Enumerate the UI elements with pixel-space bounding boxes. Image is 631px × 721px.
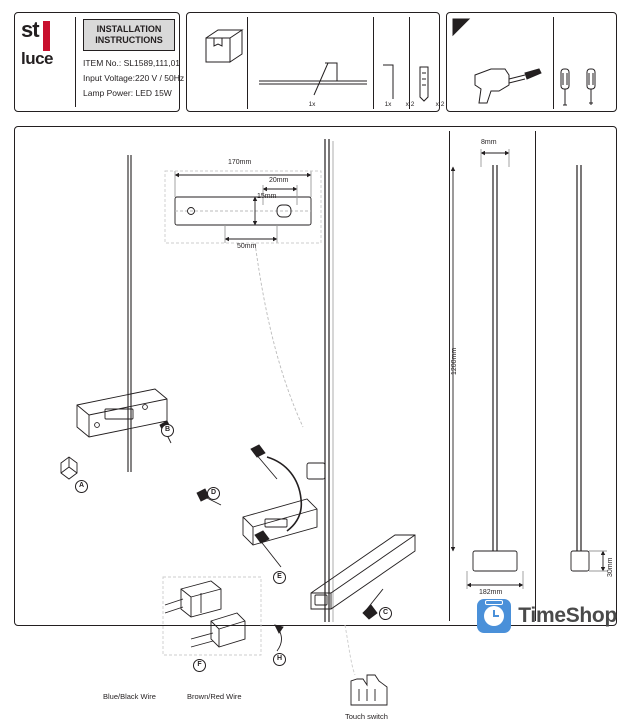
part-qty-wall-plug: x 2 [405,101,415,108]
clock-icon-tab [485,600,503,605]
instructions-line-2: INSTRUCTIONS [95,35,163,45]
touch-switch-label: Touch switch [345,712,388,721]
header-parts-box [186,12,445,112]
callout-c: C [379,607,392,620]
dim-lamp-depth: 8mm [481,139,497,146]
brand-logo [21,19,69,71]
dim-lamp-length: 1200mm [451,347,458,375]
spec-input-voltage: Input Voltage:220 V / 50Hz [83,73,185,83]
callout-e: E [273,571,286,584]
installation-instructions-title [83,19,175,51]
dim-base-height: 30mm [607,557,614,577]
spec-item-no: ITEM No.: SL1589,111,01 [83,58,181,68]
clock-icon-face [484,606,504,626]
logo-divider [75,17,76,107]
header [14,12,617,112]
part-qty-lamp: 1x [308,101,316,108]
part-qty-screw: x 2 [435,101,445,108]
callout-a: A [75,480,88,493]
dim-bracket-width: 170mm [228,159,252,166]
clock-icon [477,599,511,633]
part-qty-allen-key: 1x [384,101,392,108]
callout-f: F [193,659,206,672]
wire-label-blue-black: Blue/Black Wire [103,692,156,701]
main-diagram-frame [14,126,617,721]
dim-base-width: 182mm [479,589,503,596]
dim-bracket-height: 15mm [257,193,277,200]
parts-illustrations [187,13,441,113]
wire-label-brown-red: Brown/Red Wire [187,692,242,701]
instructions-line-1: INSTALLATION [96,24,162,34]
assembly-illustration [15,127,618,627]
spec-lamp-power: Lamp Power: LED 15W [83,88,172,98]
callout-b: B [161,424,174,437]
brand-logo-st: st [21,17,39,42]
header-tools-box [446,12,617,112]
watermark-text: TimeShop [518,604,617,627]
callout-h: H [273,653,286,666]
dim-bracket-gap: 20mm [269,177,289,184]
callout-d: D [207,487,220,500]
parts-divider-2 [373,17,374,109]
header-logo-box [14,12,185,112]
watermark [477,596,617,636]
brand-logo-accent-bar [43,21,50,51]
tools-illustrations [447,13,618,113]
parts-divider-3 [409,17,410,109]
brand-logo-luce: luce [21,49,54,68]
dim-bracket-inner: 50mm [237,243,257,250]
